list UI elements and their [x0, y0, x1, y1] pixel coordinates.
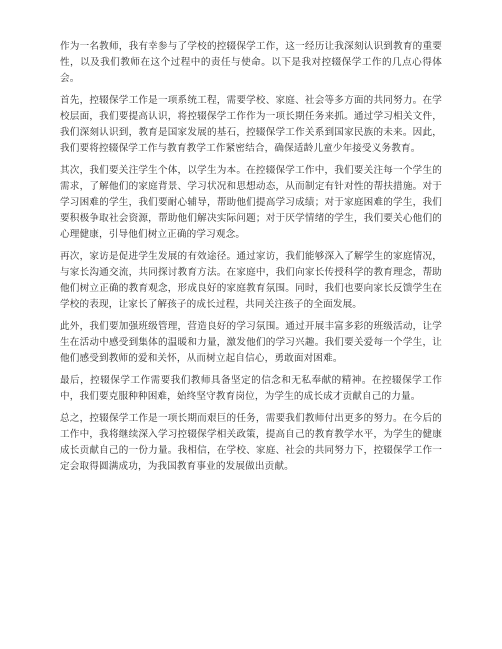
paragraph-fourth: 此外，我们要加强班级管理，营造良好的学习氛围。通过开展丰富多彩的班级活动，让学生在活动中感受到集体的温暖和力量，激发他们的学习兴趣。我们要关爱每一个学生，让他们感受到教师的爱和关怀，从而树立起自信心，勇敢面对困难。 [60, 321, 442, 364]
paragraph-intro: 作为一名教师，我有幸参与了学校的控辍保学工作，这一经历让我深刻认识到教育的重要性，以及我们教师在这个过程中的责任与使命。以下是我对控辍保学工作的几点心得体会。 [60, 41, 442, 84]
document-body [60, 39, 442, 481]
paragraph-conclusion: 总之，控辍保学工作是一项长期而艰巨的任务，需要我们教师付出更多的努力。在今后的工作中，我将继续深入学习控辍保学相关政策，提高自己的教育教学水平，为学生的健康成长贡献自己的一份力量。我相信，在学校、家庭、社会的共同努力下，控辍保学工作一定会取得圆满成功，为我国教育事业的发展做出贡献。 [60, 413, 442, 472]
paragraph-second: 其次，我们要关注学生个体，以学生为本。在控辍保学工作中，我们要关注每一个学生的需求，了解他们的家庭背景、学习状况和思想动态，从而制定有针对性的帮扶措施。对于学习困难的学生，我们要耐心辅导，帮助他们提高学习成绩；对于家庭困难的学生，我们要积极争取社会资源，帮助他们解决实际问题；对于厌学情绪的学生，我们要关心他们的心理健康，引导他们树立正确的学习观念。 [60, 165, 442, 240]
paragraph-third: 再次，家访是促进学生发展的有效途径。通过家访，我们能够深入了解学生的家庭情况，与家长沟通交流，共同探讨教育方法。在家庭中，我们向家长传授科学的教育理念，帮助他们树立正确的教育观念，形成良好的家庭教育氛围。同时，我们也要向家长反馈学生在学校的表现，让家长了解孩子的成长过程，共同关注孩子的全面发展。 [60, 251, 442, 310]
paragraph-first: 首先，控辍保学工作是一项系统工程，需要学校、家庭、社会等多方面的共同努力。在学校层面，我们要提高认识，将控辍保学工作作为一项长期任务来抓。通过学习相关文件，我们深刻认识到，教育是国家发展的基石，控辍保学工作关系到国家民族的未来。因此，我们要将控辍保学工作与教育教学工作紧密结合，确保适龄儿童少年接受义务教育。 [60, 95, 442, 154]
paragraph-fifth: 最后，控辍保学工作需要我们教师具备坚定的信念和无私奉献的精神。在控辍保学工作中，我们要克服种种困难，始终坚守教育岗位，为学生的成长成才贡献自己的力量。 [60, 375, 442, 402]
